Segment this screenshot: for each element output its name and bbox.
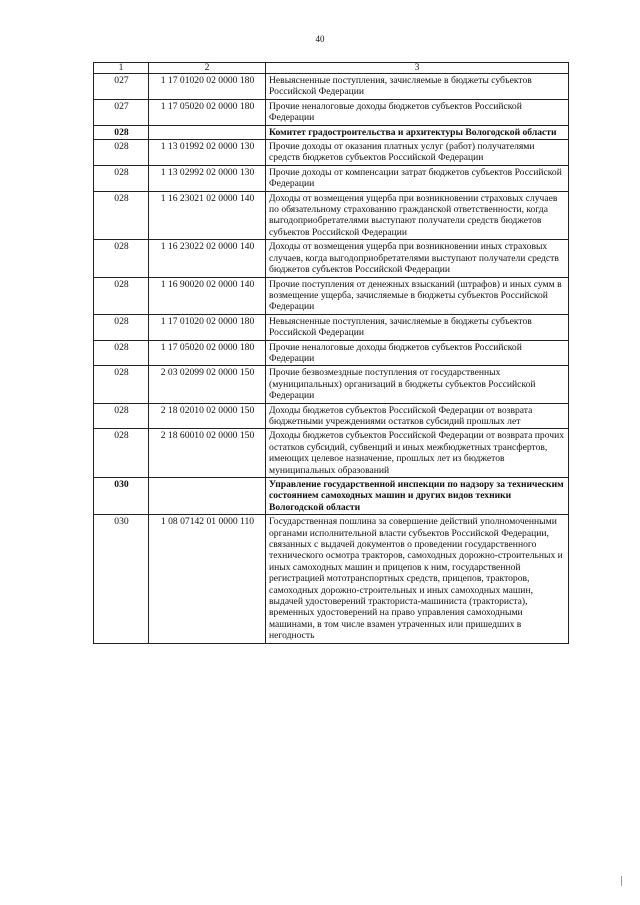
administrator-code-cell: 028 [94, 366, 149, 403]
administrator-code-cell: 028 [94, 403, 149, 429]
revenue-name-cell: Невыясненные поступления, зачисляемые в бюджеты субъектов Российской Федерации [266, 314, 569, 340]
budget-classification-code-cell: 1 13 02992 02 0000 130 [149, 165, 266, 191]
revenue-name-cell: Государственная пошлина за совершение действий уполномоченными органами исполнительной власти субъектов Российской Федерации, связанных с выдачей документов о проведении государственного технического осмотра тракторов, самоходных дорожно-строительных и иных самоходных машин и прицепов к ним, государственной регистрацией мототранспортных средств, прицепов, тракторов, самоходных дорожно-строительных и иных самоходных машин, выдачей удостоверений тракториста-машиниста (тракториста), временных удостоверений на право управления самоходными машинами, в том числе взамен утраченных или пришедших в негодность [266, 515, 569, 643]
revenue-name-cell: Невыясненные поступления, зачисляемые в бюджеты субъектов Российской Федерации [266, 74, 569, 100]
table-row [94, 429, 569, 478]
administrator-code-cell: 028 [94, 340, 149, 366]
table-row [94, 240, 569, 277]
page-number: 40 [315, 34, 325, 44]
header-column-2: 2 [149, 63, 266, 74]
administrator-code-cell: 028 [94, 165, 149, 191]
table-row [94, 340, 569, 366]
table-row [94, 277, 569, 314]
table-section-row [94, 478, 569, 515]
budget-classification-code-cell: 1 17 05020 02 0000 180 [149, 99, 266, 125]
table-row [94, 191, 569, 240]
administrator-code-cell: 027 [94, 99, 149, 125]
administrator-code-cell: 028 [94, 314, 149, 340]
revenue-classification-table [93, 62, 569, 644]
budget-classification-code-cell: 1 17 01020 02 0000 180 [149, 74, 266, 100]
budget-classification-code-cell: 1 17 05020 02 0000 180 [149, 340, 266, 366]
budget-classification-code-cell: 1 16 90020 02 0000 140 [149, 277, 266, 314]
table-header-row [94, 63, 569, 74]
scan-edge-mark [621, 876, 622, 886]
revenue-name-cell: Прочие безвозмездные поступления от государственных (муниципальных) организаций в бюджеты субъектов Российской Федерации [266, 366, 569, 403]
administrator-code-cell: 028 [94, 191, 149, 240]
header-column-3: 3 [266, 63, 569, 74]
revenue-name-cell: Комитет градостроительства и архитектуры Вологодской области [266, 125, 569, 139]
administrator-code-cell: 028 [94, 140, 149, 166]
budget-classification-code-cell: 1 17 01020 02 0000 180 [149, 314, 266, 340]
table-body [94, 74, 569, 644]
table-row [94, 99, 569, 125]
table-row [94, 74, 569, 100]
administrator-code-cell: 028 [94, 125, 149, 139]
budget-classification-code-cell: 1 08 07142 01 0000 110 [149, 515, 266, 643]
revenue-name-cell: Прочие неналоговые доходы бюджетов субъектов Российской Федерации [266, 99, 569, 125]
table-row [94, 140, 569, 166]
budget-classification-code-cell: 2 18 60010 02 0000 150 [149, 429, 266, 478]
header-column-1: 1 [94, 63, 149, 74]
revenue-name-cell: Доходы бюджетов субъектов Российской Федерации от возврата прочих остатков субсидий, субвенций и иных межбюджетных трансфертов, имеющих целевое назначение, прошлых лет из бюджетов муниципальных образований [266, 429, 569, 478]
revenue-name-cell: Прочие доходы от компенсации затрат бюджетов субъектов Российской Федерации [266, 165, 569, 191]
revenue-name-cell: Прочие неналоговые доходы бюджетов субъектов Российской Федерации [266, 340, 569, 366]
administrator-code-cell: 027 [94, 74, 149, 100]
revenue-name-cell: Управление государственной инспекции по надзору за техническим состоянием самоходных машин и других видов техники Вологодской области [266, 478, 569, 515]
budget-classification-code-cell [149, 478, 266, 515]
budget-classification-code-cell: 2 03 02099 02 0000 150 [149, 366, 266, 403]
administrator-code-cell: 030 [94, 515, 149, 643]
table-row [94, 515, 569, 643]
budget-classification-code-cell: 1 16 23022 02 0000 140 [149, 240, 266, 277]
revenue-name-cell: Прочие доходы от оказания платных услуг (работ) получателями средств бюджетов субъектов Российской Федерации [266, 140, 569, 166]
budget-classification-code-cell [149, 125, 266, 139]
table-row [94, 165, 569, 191]
revenue-name-cell: Доходы бюджетов субъектов Российской Федерации от возврата бюджетными учреждениями остатков субсидий прошлых лет [266, 403, 569, 429]
administrator-code-cell: 030 [94, 478, 149, 515]
revenue-name-cell: Прочие поступления от денежных взысканий (штрафов) и иных сумм в возмещение ущерба, зачисляемые в бюджеты субъектов Российской Федерации [266, 277, 569, 314]
table-row [94, 366, 569, 403]
revenue-name-cell: Доходы от возмещения ущерба при возникновении иных страховых случаев, когда выгодоприобретателями выступают получатели средств бюджетов субъектов Российской Федерации [266, 240, 569, 277]
table-row [94, 314, 569, 340]
revenue-name-cell: Доходы от возмещения ущерба при возникновении страховых случаев по обязательному страхованию гражданской ответственности, когда выгодоприобретателями выступают получатели средств бюджетов субъектов Российской Федерации [266, 191, 569, 240]
administrator-code-cell: 028 [94, 277, 149, 314]
administrator-code-cell: 028 [94, 240, 149, 277]
budget-classification-code-cell: 1 16 23021 02 0000 140 [149, 191, 266, 240]
table-row [94, 403, 569, 429]
budget-classification-code-cell: 1 13 01992 02 0000 130 [149, 140, 266, 166]
table-section-row [94, 125, 569, 139]
budget-classification-code-cell: 2 18 02010 02 0000 150 [149, 403, 266, 429]
administrator-code-cell: 028 [94, 429, 149, 478]
